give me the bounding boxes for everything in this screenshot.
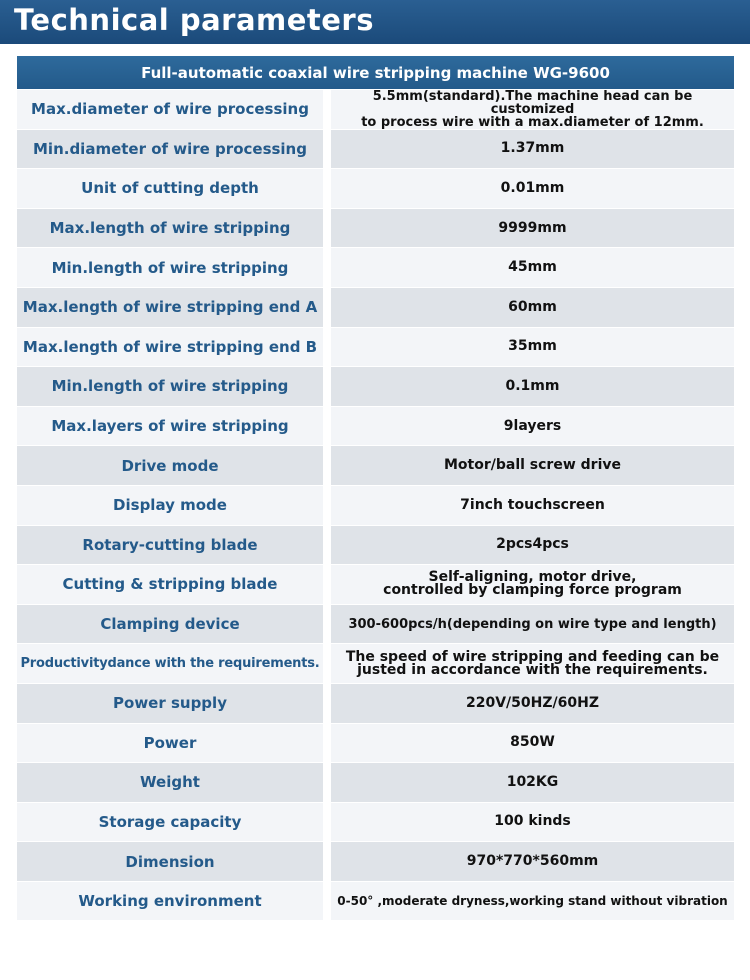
row-value: 300-600pcs/h(depending on wire type and length) <box>331 605 734 645</box>
table-row <box>17 407 734 447</box>
table-row <box>17 644 734 684</box>
table-row <box>17 486 734 526</box>
row-value: 0.1mm <box>331 367 734 407</box>
row-label: Min.length of wire stripping <box>17 367 323 407</box>
row-label: Dimension <box>17 842 323 882</box>
spec-table <box>17 90 734 921</box>
page-title: Technical parameters <box>14 3 374 37</box>
row-value: 60mm <box>331 288 734 328</box>
row-value: 970*770*560mm <box>331 842 734 882</box>
row-value: Self-aligning, motor drive, controlled by clamping force program <box>331 565 734 605</box>
table-row <box>17 367 734 407</box>
table-row <box>17 803 734 843</box>
table-row <box>17 169 734 209</box>
row-value: 9999mm <box>331 209 734 249</box>
row-label: Max.length of wire stripping end B <box>17 328 323 368</box>
row-label: Unit of cutting depth <box>17 169 323 209</box>
row-label: Storage capacity <box>17 803 323 843</box>
row-value: Motor/ball screw drive <box>331 446 734 486</box>
row-value: 220V/50HZ/60HZ <box>331 684 734 724</box>
row-label: Cutting & stripping blade <box>17 565 323 605</box>
table-row <box>17 288 734 328</box>
table-row <box>17 882 734 922</box>
table-row <box>17 328 734 368</box>
row-value: 2pcs4pcs <box>331 526 734 566</box>
row-value: 102KG <box>331 763 734 803</box>
row-value: 9layers <box>331 407 734 447</box>
row-label: Clamping device <box>17 605 323 645</box>
row-label: Productivitydance with the requirements. <box>17 644 323 684</box>
row-value: 35mm <box>331 328 734 368</box>
table-row <box>17 90 734 130</box>
table-row <box>17 605 734 645</box>
table-row <box>17 248 734 288</box>
row-label: Max.length of wire stripping end A <box>17 288 323 328</box>
row-value: 1.37mm <box>331 130 734 170</box>
table-row <box>17 209 734 249</box>
table-row <box>17 763 734 803</box>
row-label: Max.layers of wire stripping <box>17 407 323 447</box>
row-value: 5.5mm(standard).The machine head can be customized to process wire with a max.diameter of 12mm. <box>331 90 734 130</box>
table-row <box>17 130 734 170</box>
table-row <box>17 684 734 724</box>
table-title: Full-automatic coaxial wire stripping machine WG-9600 <box>17 56 734 89</box>
row-label: Rotary-cutting blade <box>17 526 323 566</box>
row-value: 0.01mm <box>331 169 734 209</box>
row-label: Min.length of wire stripping <box>17 248 323 288</box>
table-row <box>17 724 734 764</box>
row-label: Power <box>17 724 323 764</box>
header-band <box>0 0 750 44</box>
row-value: The speed of wire stripping and feeding can be justed in accordance with the requirements. <box>331 644 734 684</box>
row-label: Drive mode <box>17 446 323 486</box>
row-value: 850W <box>331 724 734 764</box>
row-label: Max.length of wire stripping <box>17 209 323 249</box>
row-value: 7inch touchscreen <box>331 486 734 526</box>
row-value: 100 kinds <box>331 803 734 843</box>
table-row <box>17 565 734 605</box>
row-label: Power supply <box>17 684 323 724</box>
row-label: Display mode <box>17 486 323 526</box>
row-value: 45mm <box>331 248 734 288</box>
row-value: 0-50° ,moderate dryness,working stand without vibration <box>331 882 734 922</box>
row-label: Working environment <box>17 882 323 922</box>
row-label: Weight <box>17 763 323 803</box>
table-row <box>17 446 734 486</box>
table-row <box>17 526 734 566</box>
row-label: Max.diameter of wire processing <box>17 90 323 130</box>
table-row <box>17 842 734 882</box>
row-label: Min.diameter of wire processing <box>17 130 323 170</box>
